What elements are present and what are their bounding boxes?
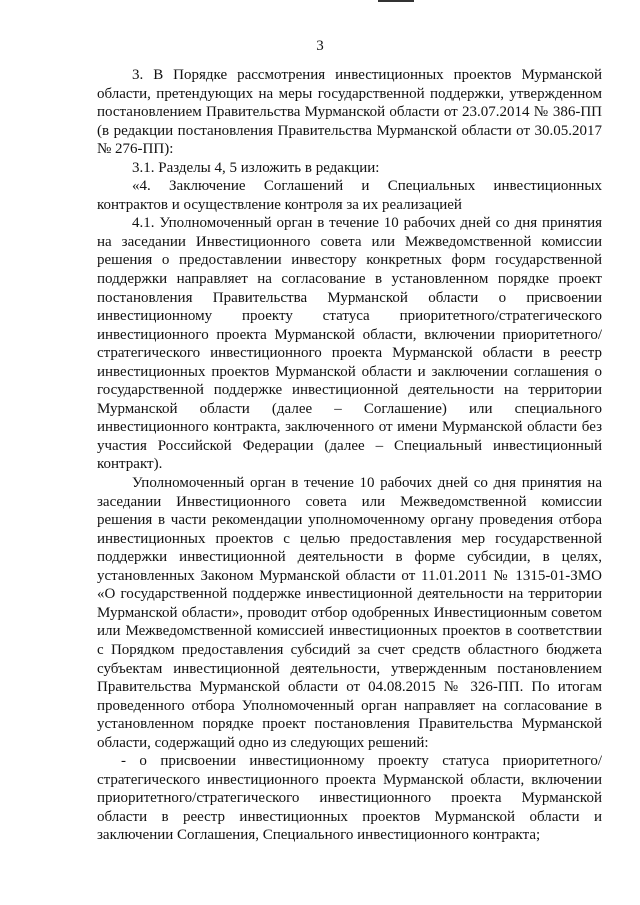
page-number: 3: [316, 38, 324, 54]
list-item-decision: - о присвоении инвестиционному проекту статуса приоритетного/стратегического инвестиционного проекта Мурманской области, включении приоритетного/стратегического инвестиционного проекта Мурманской области в реестр инвестиционных проектов Мурманской области и заключении Соглашения, Специального инвестиционного контракта;: [97, 753, 602, 844]
paragraph-4-1: 4.1. Уполномоченный орган в течение 10 рабочих дней со дня принятия на заседании Инвестиционного совета или Межведомственной комиссии решения о предоставлении инвестору конкретных форм государственной поддержки направляет на согласование в установленном порядке проект постановления Правительства Мурманской области о присвоении инвестиционному проекту статуса приоритетного/стратегического инвестиционного проекта Мурманской области, включении приоритетного/стратегического инвестиционного проекта Мурманской области в реестр инвестиционных проектов Мурманской области и заключении соглашения о государственной поддержке инвестиционной деятельности на территории Мурманской области (далее – Соглашение) или специального инвестиционного контракта, заключенного от имени Мурманской области без участия Российской Федерации (далее – Специальный инвестиционный контракт).: [97, 215, 602, 473]
document-body: [97, 66, 602, 845]
paragraph-amendment-intro: 3. В Порядке рассмотрения инвестиционных проектов Мурманской области, претендующих на меры государственной поддержки, утвержденном постановлением Правительства Мурманской области от 23.07.2014 № 386-ПП (в редакции постановления Правительства Мурманской области от 30.05.2017 № 276-ПП):: [97, 67, 602, 158]
paragraph-sections-change: 3.1. Разделы 4, 5 изложить в редакции:: [132, 159, 380, 176]
paragraph-selection: Уполномоченный орган в течение 10 рабочих дней со дня принятия на заседании Инвестиционного совета или Межведомственной комиссии решения в части рекомендации уполномоченному органу проведения отбора инвестиционных проектов с целью предоставления мер государственной поддержки инвестиционной деятельности в форме субсидии, в целях, установленных Законом Мурманской области от 11.01.2011 № 1315-01-ЗМО «О государственной поддержке инвестиционной деятельности на территории Мурманской области», проводит отбор одобренных Инвестиционным советом или Межведомственной комиссией инвестиционных проектов в соответствии с Порядком предоставления субсидий за счет средств областного бюджета субъектам инвестиционной деятельности, утвержденным постановлением Правительства Мурманской области от 04.08.2015 № 326-ПП. По итогам проведенного отбора Уполномоченный орган направляет на согласование в установленном порядке проект постановления Правительства Мурманской области, содержащий одно из следующих решений:: [97, 475, 602, 751]
scan-edge-mark: [378, 0, 414, 8]
section-heading: «4. Заключение Соглашений и Специальных инвестиционных контрактов и осуществление контроля за их реализацией: [97, 178, 602, 213]
